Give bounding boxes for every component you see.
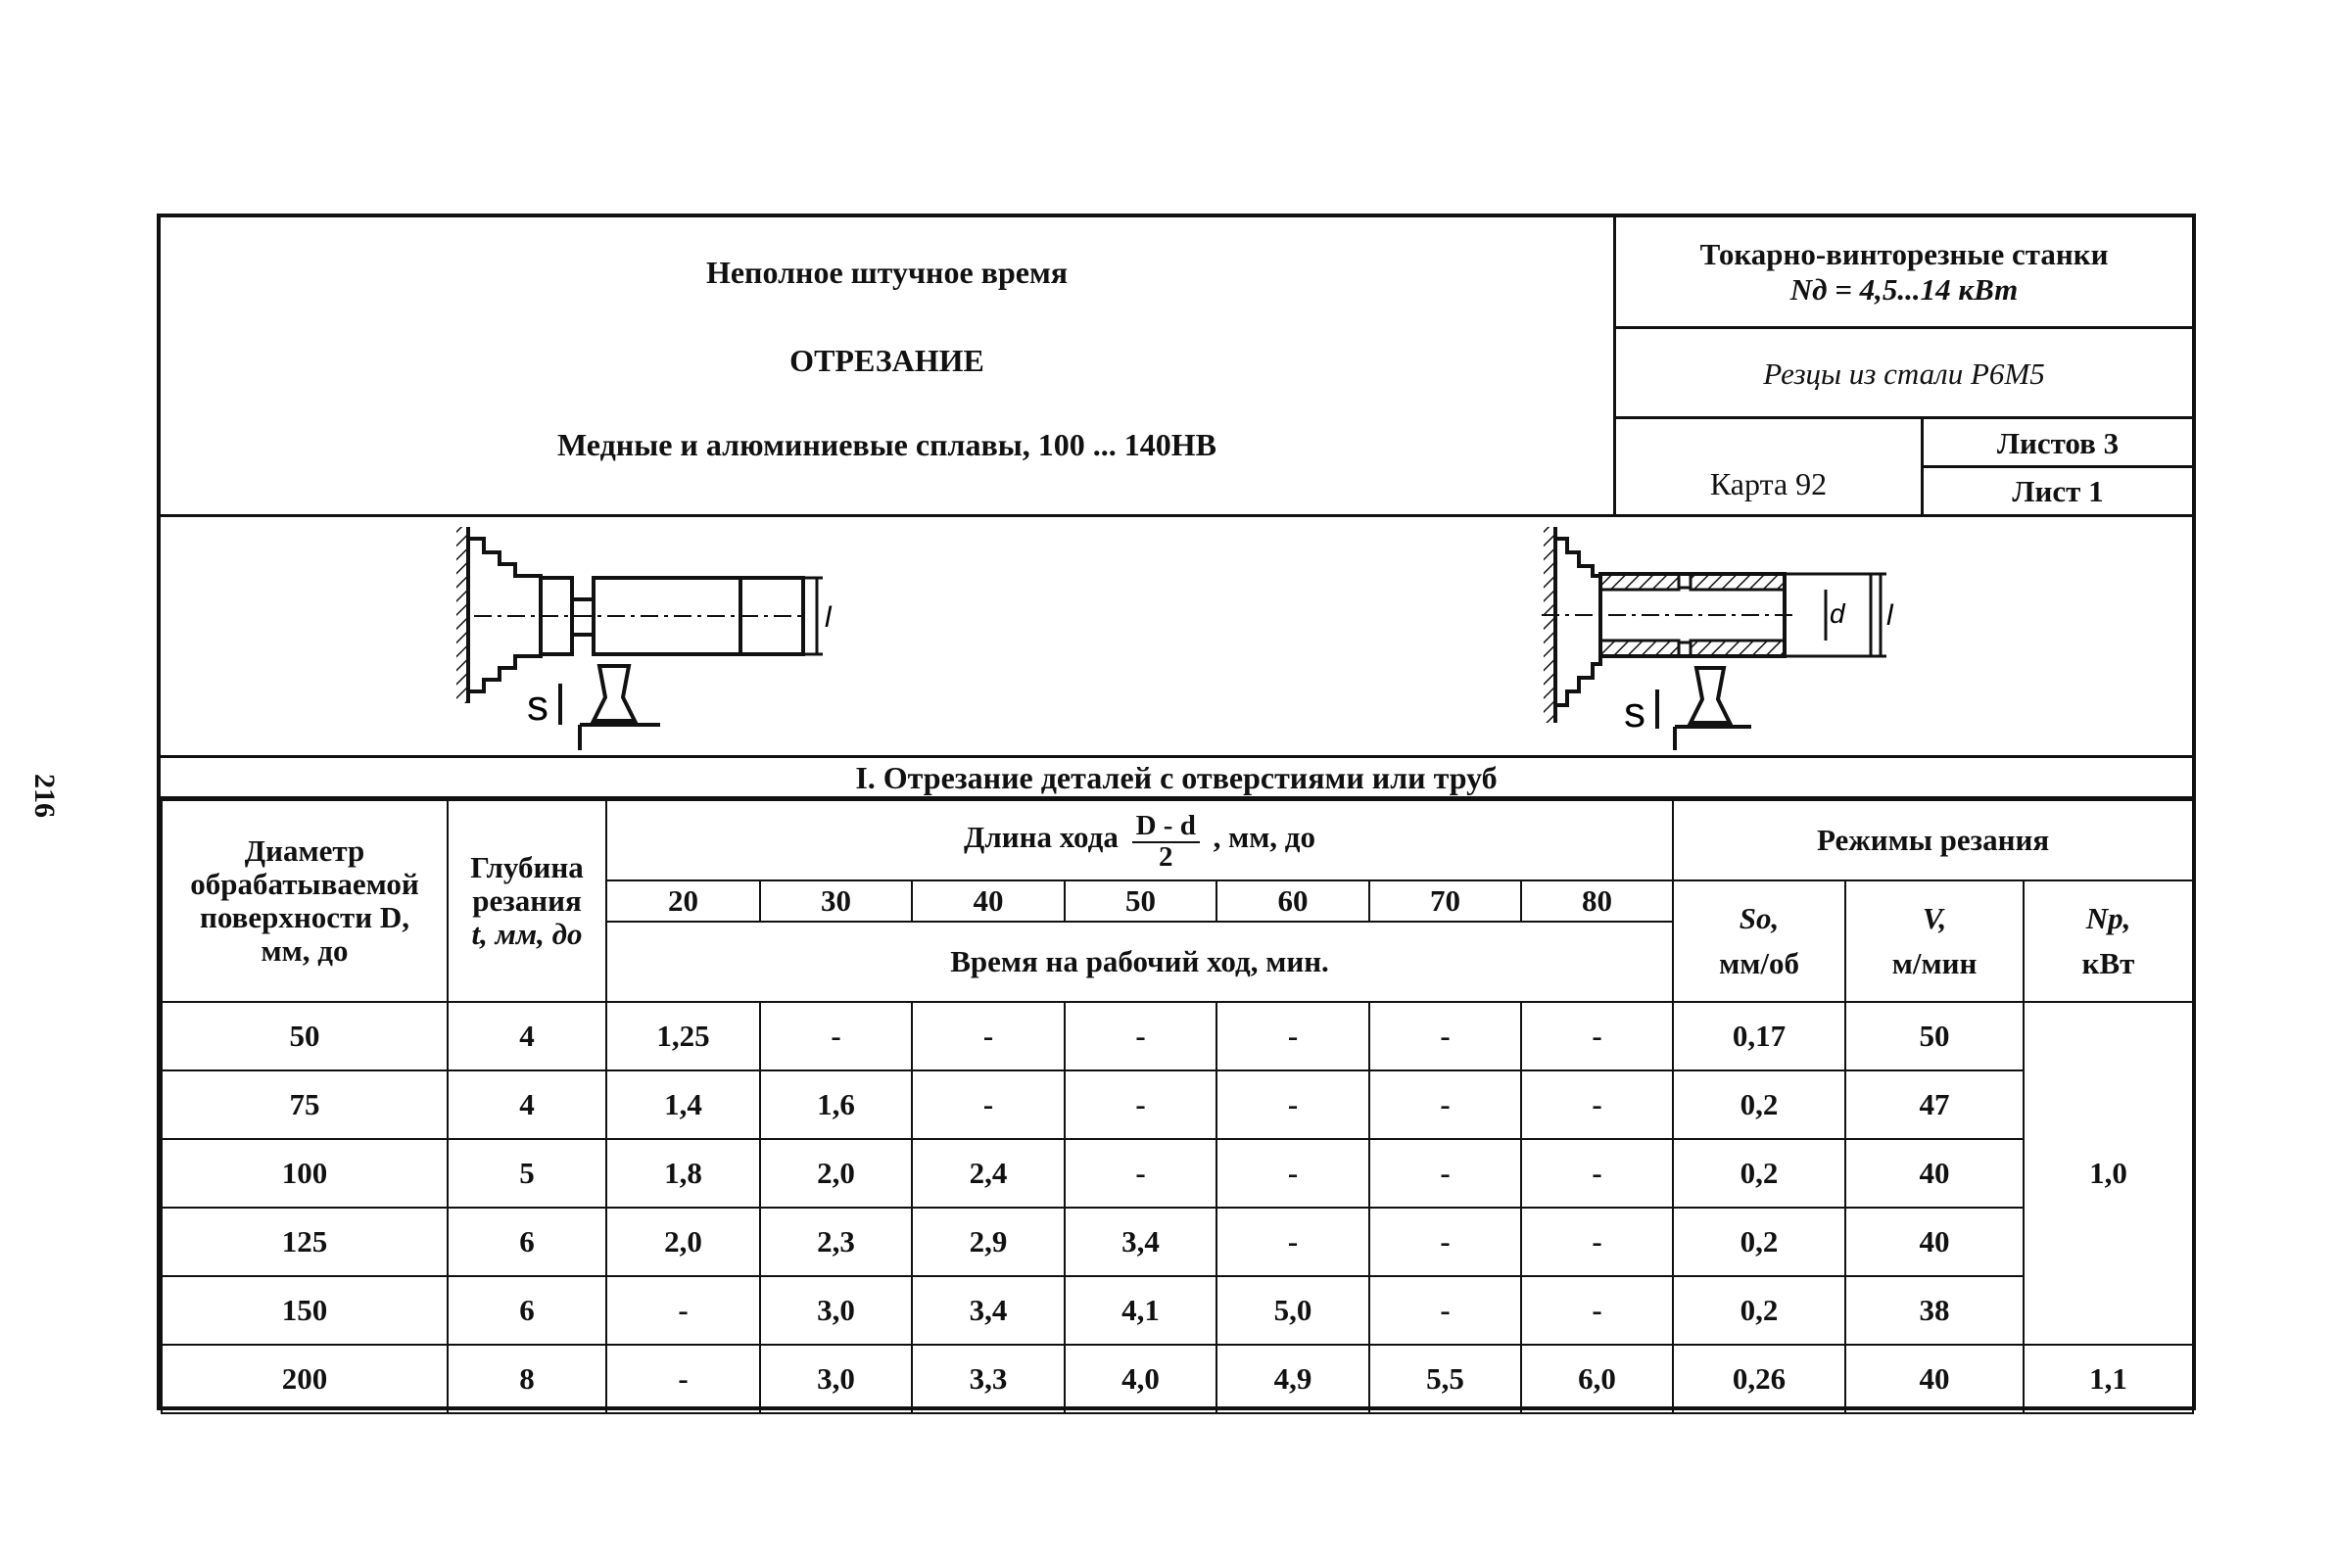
- power-cell: 1,1: [2024, 1345, 2193, 1413]
- speed-cell: 38: [1845, 1276, 2024, 1345]
- time-cell: 4,1: [1065, 1276, 1216, 1345]
- time-cell: -: [912, 1002, 1065, 1070]
- depth-cell: 4: [448, 1070, 606, 1139]
- modes-header: Режимы резания: [1673, 800, 2193, 880]
- section-title: I. Отрезание деталей с отверстиями или труб: [161, 758, 2192, 799]
- sketch-area: [161, 517, 2192, 758]
- length-value: 50: [1065, 880, 1216, 922]
- sheet-current: Лист 1: [2012, 474, 2104, 508]
- time-cell: 5,0: [1216, 1276, 1369, 1345]
- depth-cell: 6: [448, 1276, 606, 1345]
- feed-unit: мм/об: [1719, 946, 1799, 980]
- time-cell: -: [1065, 1070, 1216, 1139]
- time-cell: 2,0: [760, 1139, 912, 1208]
- feed-cell: 0,17: [1673, 1002, 1845, 1070]
- col-depth-header: [448, 800, 606, 1002]
- time-cell: 3,0: [760, 1276, 912, 1345]
- time-norm-table: [161, 799, 2194, 1414]
- feed-cell: 0,2: [1673, 1139, 1845, 1208]
- time-cell: 2,9: [912, 1208, 1065, 1276]
- sheets-total: Листов 3: [1924, 419, 2192, 468]
- feed-cell: 0,2: [1673, 1070, 1845, 1139]
- depth-cell: 5: [448, 1139, 606, 1208]
- time-cell: -: [1369, 1276, 1521, 1345]
- power-symbol: Nр,: [2085, 901, 2131, 935]
- table-row: [162, 1002, 2193, 1070]
- length-value: 20: [606, 880, 760, 922]
- title-operation: ОТРЕЗАНИЕ: [789, 343, 984, 378]
- feed-cell: 0,2: [1673, 1276, 1845, 1345]
- machine-power: Nд = 4,5...14 кВт: [1789, 272, 2019, 307]
- feed-header: [1673, 880, 1845, 1002]
- feed-symbol: Sо,: [1739, 901, 1780, 935]
- power-cell: 1,0: [2024, 1002, 2193, 1345]
- time-cell: -: [1065, 1139, 1216, 1208]
- length-value: 70: [1369, 880, 1521, 922]
- table-row: [162, 1070, 2193, 1139]
- time-cell: 5,5: [1369, 1345, 1521, 1413]
- col-depth-line-1: Глубина: [470, 850, 584, 884]
- speed-unit: м/мин: [1891, 946, 1978, 980]
- time-cell: -: [1369, 1139, 1521, 1208]
- depth-cell: 8: [448, 1345, 606, 1413]
- col-depth-line-2: резания: [472, 883, 582, 918]
- depth-cell: 6: [448, 1208, 606, 1276]
- length-suffix: , мм, до: [1213, 820, 1315, 855]
- table-row: [162, 1139, 2193, 1208]
- time-cell: 1,25: [606, 1002, 760, 1070]
- title-line-1: Неполное штучное время: [705, 255, 1069, 290]
- time-cell: -: [760, 1002, 912, 1070]
- card-number: Карта 92: [1616, 419, 1924, 514]
- time-cell: -: [1369, 1070, 1521, 1139]
- feed-cell: 0,26: [1673, 1345, 1845, 1413]
- length-fraction-num: D - d: [1132, 810, 1200, 843]
- col-diameter-line-3: поверхности D,: [200, 900, 409, 934]
- header-info-block: [1616, 217, 2192, 517]
- cutter-material: Резцы из стали Р6М5: [1616, 329, 2192, 419]
- time-cell: -: [1216, 1208, 1369, 1276]
- length-value: 40: [912, 880, 1065, 922]
- diameter-cell: 125: [162, 1208, 448, 1276]
- time-cell: -: [1216, 1139, 1369, 1208]
- depth-cell: 4: [448, 1002, 606, 1070]
- sketch-solid-part: [454, 519, 866, 754]
- sketch-tube-label-l: l: [1886, 599, 1893, 632]
- time-cell: -: [1065, 1002, 1216, 1070]
- time-cell: 1,4: [606, 1070, 760, 1139]
- power-unit: кВт: [2081, 946, 2135, 980]
- page-number: 216: [28, 774, 61, 818]
- sketch-solid-label-s: s: [527, 682, 548, 730]
- length-fraction-den: 2: [1158, 841, 1173, 873]
- diameter-cell: 200: [162, 1345, 448, 1413]
- time-cell: 3,3: [912, 1345, 1065, 1413]
- time-cell: 2,4: [912, 1139, 1065, 1208]
- time-header: Время на рабочий ход, мин.: [606, 922, 1673, 1002]
- time-cell: -: [1216, 1002, 1369, 1070]
- time-cell: 3,4: [912, 1276, 1065, 1345]
- table-row: [162, 1276, 2193, 1345]
- time-cell: -: [912, 1070, 1065, 1139]
- time-cell: 1,8: [606, 1139, 760, 1208]
- col-diameter-line-4: мм, до: [261, 933, 349, 968]
- col-depth-line-3: t, мм, до: [471, 917, 583, 951]
- sketch-tube-part: [1542, 519, 1953, 754]
- col-diameter-line-2: обрабатываемой: [190, 867, 419, 901]
- time-cell: -: [1521, 1208, 1673, 1276]
- speed-symbol: V,: [1922, 901, 1947, 935]
- speed-cell: 40: [1845, 1208, 2024, 1276]
- time-cell: -: [606, 1345, 760, 1413]
- time-cell: 2,0: [606, 1208, 760, 1276]
- table-row: [162, 1208, 2193, 1276]
- header-title-block: [161, 217, 1616, 517]
- title-material: Медные и алюминиевые сплавы, 100 ... 140НВ: [557, 427, 1216, 462]
- time-cell: -: [1521, 1002, 1673, 1070]
- table-row: [162, 1345, 2193, 1413]
- speed-cell: 40: [1845, 1139, 2024, 1208]
- length-value: 60: [1216, 880, 1369, 922]
- length-value: 80: [1521, 880, 1673, 922]
- speed-cell: 47: [1845, 1070, 2024, 1139]
- diameter-cell: 75: [162, 1070, 448, 1139]
- time-cell: -: [1521, 1276, 1673, 1345]
- time-cell: -: [1216, 1070, 1369, 1139]
- time-cell: -: [1521, 1139, 1673, 1208]
- length-header: [606, 800, 1673, 880]
- sketch-tube-label-s: s: [1624, 689, 1645, 736]
- speed-header: [1845, 880, 2024, 1002]
- diameter-cell: 150: [162, 1276, 448, 1345]
- power-header: [2024, 880, 2193, 1002]
- feed-cell: 0,2: [1673, 1208, 1845, 1276]
- length-value: 30: [760, 880, 912, 922]
- time-cell: -: [1369, 1002, 1521, 1070]
- sketch-solid-label-l: l: [825, 601, 832, 634]
- machine-line-1: Токарно-винторезные станки: [1699, 237, 2109, 271]
- time-cell: 2,3: [760, 1208, 912, 1276]
- length-prefix: Длина хода: [964, 820, 1119, 855]
- time-cell: 4,9: [1216, 1345, 1369, 1413]
- diameter-cell: 50: [162, 1002, 448, 1070]
- time-cell: 1,6: [760, 1070, 912, 1139]
- time-cell: 3,0: [760, 1345, 912, 1413]
- norm-card: [157, 214, 2196, 1410]
- diameter-cell: 100: [162, 1139, 448, 1208]
- col-diameter-header: [162, 800, 448, 1002]
- speed-cell: 40: [1845, 1345, 2024, 1413]
- time-cell: 6,0: [1521, 1345, 1673, 1413]
- time-cell: 3,4: [1065, 1208, 1216, 1276]
- table-body: [162, 1002, 2193, 1413]
- time-cell: -: [1369, 1208, 1521, 1276]
- length-fraction: [1132, 810, 1200, 871]
- time-cell: -: [1521, 1070, 1673, 1139]
- machine-type: [1616, 217, 2192, 329]
- sketch-tube-label-d: d: [1830, 598, 1845, 629]
- speed-cell: 50: [1845, 1002, 2024, 1070]
- time-cell: 4,0: [1065, 1345, 1216, 1413]
- col-diameter-line-1: Диаметр: [244, 833, 365, 868]
- time-cell: -: [606, 1276, 760, 1345]
